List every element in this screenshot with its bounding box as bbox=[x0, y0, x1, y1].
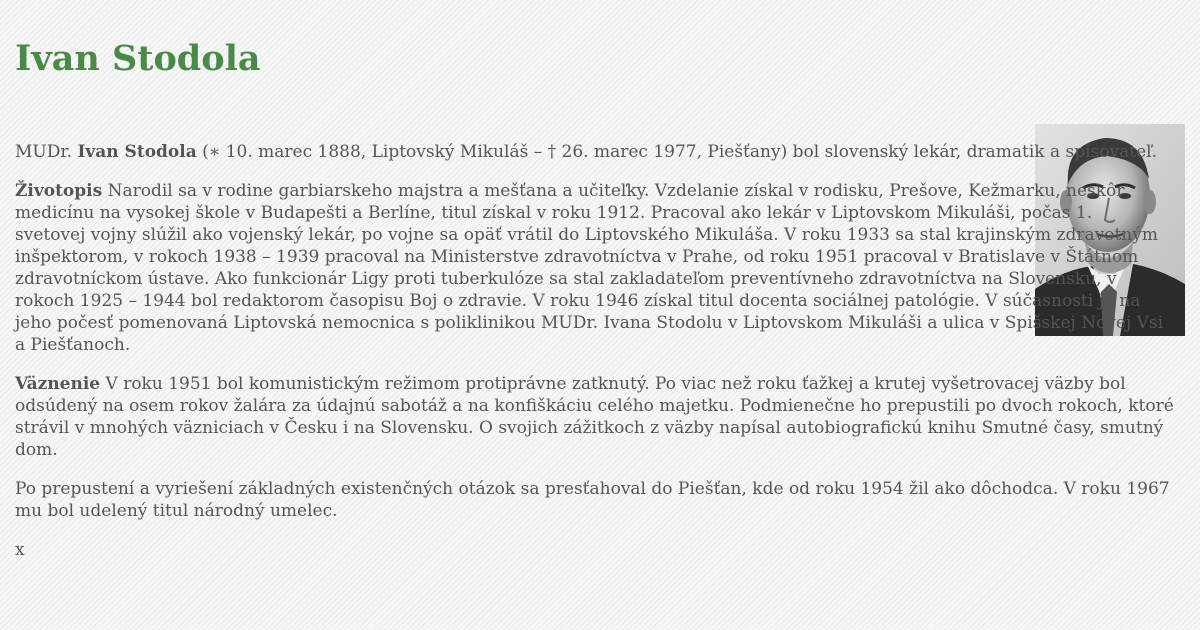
trailing-text: x bbox=[15, 540, 25, 560]
article-body bbox=[15, 141, 1175, 578]
imprisonment-text: V roku 1951 bol komunistickým režimom protiprávne zatknutý. Po viac než roku ťažkej a krutej vyšetrovacej väzby bol odsúdený na osem rokov žalára za údajnú sabotáž a na konfiškáciu celého majetku. Podmienečne ho prepustili po dvoch rokoch, ktoré strávil v mnohých väzniciach v Česku i na Slovensku. O svojich zážitkoch z väzby napísal autobiografickú knihu Smutné časy, smutný dom. bbox=[15, 374, 1174, 460]
intro-name: Ivan Stodola bbox=[77, 142, 197, 162]
biography-heading: Životopis bbox=[15, 181, 103, 201]
intro-text: (∗ 10. marec 1888, Liptovský Mikuláš – † 26. marec 1977, Piešťany) bol slovenský lekár, dramatik a spisovateľ. bbox=[202, 142, 1158, 162]
intro-prefix: MUDr. bbox=[15, 142, 73, 162]
imprisonment-heading: Väznenie bbox=[15, 374, 101, 394]
biography-text: Narodil sa v rodine garbiarskeho majstra a mešťana a učiteľky. Vzdelanie získal v rodisku, Prešove, Kežmarku, neskôr medicínu na vysokej škole v Budapešti a Berlíne, titul získal v roku 1912. Pracoval ako lekár v Liptovskom Mikuláši, počas 1. svetovej vojny slúžil ako vojenský lekár, po vojne sa opäť vrátil do Liptovského Mikuláša. V roku 1933 sa stal krajinským zdravotným inšpektorom, v rokoch 1938 – 1939 pracoval na Ministerstve zdravotníctva v Prahe, od roku 1951 pracoval v Bratislave v Štátnom zdravotníckom ústave. Ako funkcionár Ligy proti tuberkulóze sa stal zakladateľom preventívneho zdravotníctva na Slovensku, v rokoch 1925 – 1944 bol redaktorom časopisu Boj o zdravie. V roku 1946 získal titul docenta sociálnej patológie. V súčasnosti je na jeho počesť pomenovaná Liptovská nemocnica s poliklinikou MUDr. Ivana Stodolu v Liptovskom Mikuláši a ulica v Spišskej Novej Vsi a Piešťanoch. bbox=[15, 181, 1164, 355]
biography-paragraph bbox=[15, 180, 1175, 356]
intro-paragraph bbox=[15, 141, 1175, 163]
page-title: Ivan Stodola bbox=[15, 38, 261, 79]
later-life-text: Po prepustení a vyriešení základných existenčných otázok sa presťahoval do Piešťan, kde od roku 1954 žil ako dôchodca. V roku 1967 mu bol udelený titul národný umelec. bbox=[15, 479, 1170, 521]
later-life-paragraph bbox=[15, 478, 1175, 522]
imprisonment-paragraph bbox=[15, 373, 1175, 461]
